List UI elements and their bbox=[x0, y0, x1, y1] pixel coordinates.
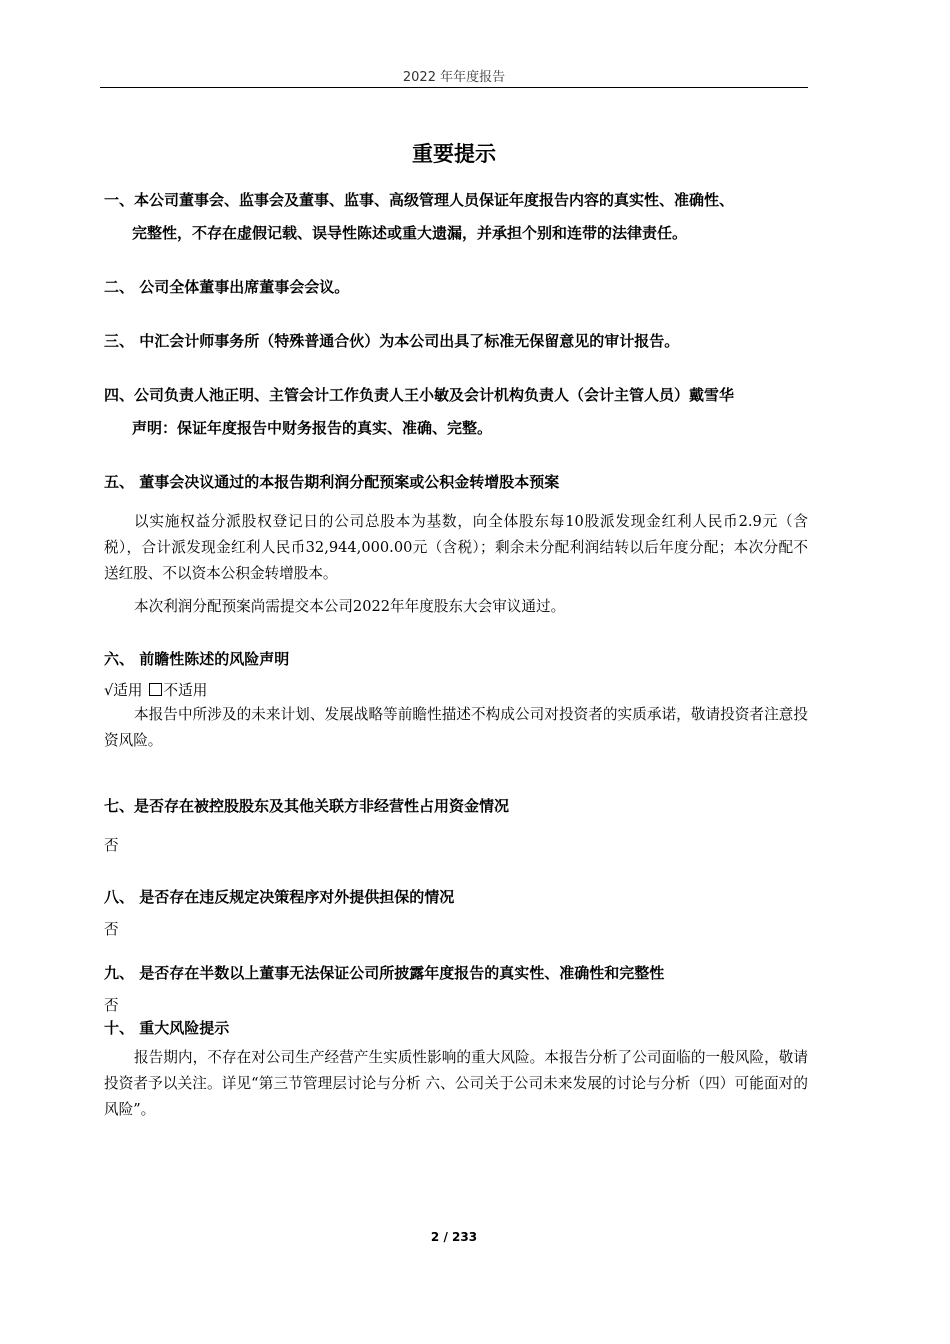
page-number: 2 / 233 bbox=[430, 1230, 478, 1244]
section-7-text: 是否存在被控股股东及其他关联方非经营性占用资金情况 bbox=[134, 797, 510, 815]
section-8-text: 是否存在违反规定决策程序对外提供担保的情况 bbox=[134, 888, 455, 906]
section-6-heading bbox=[104, 642, 814, 676]
section-2-text: 公司全体董事出席董事会会议。 bbox=[134, 278, 350, 296]
section-1-number: 一、 bbox=[104, 191, 135, 209]
section-5-number: 五、 bbox=[104, 473, 135, 491]
section-9-answer: 否 bbox=[104, 997, 119, 1014]
section-10-number: 十、 bbox=[104, 1019, 135, 1037]
section-1-heading bbox=[104, 183, 814, 217]
section-6-text: 前瞻性陈述的风险声明 bbox=[134, 650, 290, 668]
section-2-number: 二、 bbox=[104, 278, 135, 296]
section-1-line2: 完整性，不存在虚假记载、误导性陈述或重大遗漏，并承担个别和连带的法律责任。 bbox=[132, 224, 688, 242]
section-7-answer: 否 bbox=[104, 837, 119, 854]
section-2-heading bbox=[104, 270, 814, 304]
section-4-number: 四、 bbox=[104, 386, 135, 404]
section-3-heading bbox=[104, 324, 814, 358]
section-8-heading bbox=[104, 880, 814, 914]
section-10-paragraph-1: 报告期内，不存在对公司生产经营产生实质性影响的重大风险。本报告分析了公司面临的一般风险，敬请投资者予以关注。详见“第三节管理层讨论与分析 六、公司关于公司未来发展的讨论与分析（四）可能面对的风险”。 bbox=[104, 1049, 808, 1118]
section-9-text: 是否存在半数以上董事无法保证公司所披露年度报告的真实性、准确性和完整性 bbox=[134, 964, 665, 982]
section-9-heading bbox=[104, 956, 814, 990]
applicable-option: √适用 bbox=[104, 682, 143, 699]
section-7-number: 七、 bbox=[104, 797, 135, 815]
section-1-line1: 本公司董事会、监事会及董事、监事、高级管理人员保证年度报告内容的真实性、准确性、 bbox=[134, 191, 735, 209]
section-10-text: 重大风险提示 bbox=[134, 1019, 230, 1037]
section-6-number: 六、 bbox=[104, 650, 135, 668]
section-5-text: 董事会决议通过的本报告期利润分配预案或公积金转增股本预案 bbox=[134, 473, 560, 491]
section-4-heading bbox=[104, 378, 814, 412]
page-title: 重要提示 bbox=[412, 142, 496, 166]
section-7-heading bbox=[104, 789, 814, 823]
section-9-number: 九、 bbox=[104, 964, 135, 982]
section-3-number: 三、 bbox=[104, 332, 135, 350]
section-10-heading bbox=[104, 1011, 814, 1045]
section-8-answer: 否 bbox=[104, 921, 119, 938]
section-5-paragraph-2: 本次利润分配预案尚需提交本公司2022年年度股东大会审议通过。 bbox=[134, 598, 566, 615]
section-5-heading bbox=[104, 465, 814, 499]
section-5-paragraph-1: 以实施权益分派股权登记日的公司总股本为基数，向全体股东每10股派发现金红利人民币2.9元（含税），合计派发现金红利人民币32,944,000.00元（含税）；剩余未分配利润结转以后年度分配；本次分配不送红股、不以资本公积金转增股本。 bbox=[104, 513, 808, 582]
not-applicable-option: 不适用 bbox=[163, 682, 208, 699]
applicability-row bbox=[104, 679, 207, 703]
section-8-number: 八、 bbox=[104, 888, 135, 906]
section-3-text: 中汇会计师事务所（特殊普通合伙）为本公司出具了标准无保留意见的审计报告。 bbox=[134, 332, 680, 350]
section-6-paragraph-1: 本报告中所涉及的未来计划、发展战略等前瞻性描述不构成公司对投资者的实质承诺，敬请投资者注意投资风险。 bbox=[104, 706, 808, 749]
header-rule bbox=[100, 87, 808, 88]
running-header: 2022 年年度报告 bbox=[402, 70, 506, 85]
not-applicable-checkbox bbox=[149, 683, 162, 696]
section-4-line1: 公司负责人池正明、主管会计工作负责人王小敏及会计机构负责人（会计主管人员）戴雪华 bbox=[134, 386, 735, 404]
section-4-line2: 声明：保证年度报告中财务报告的真实、准确、完整。 bbox=[132, 419, 493, 437]
